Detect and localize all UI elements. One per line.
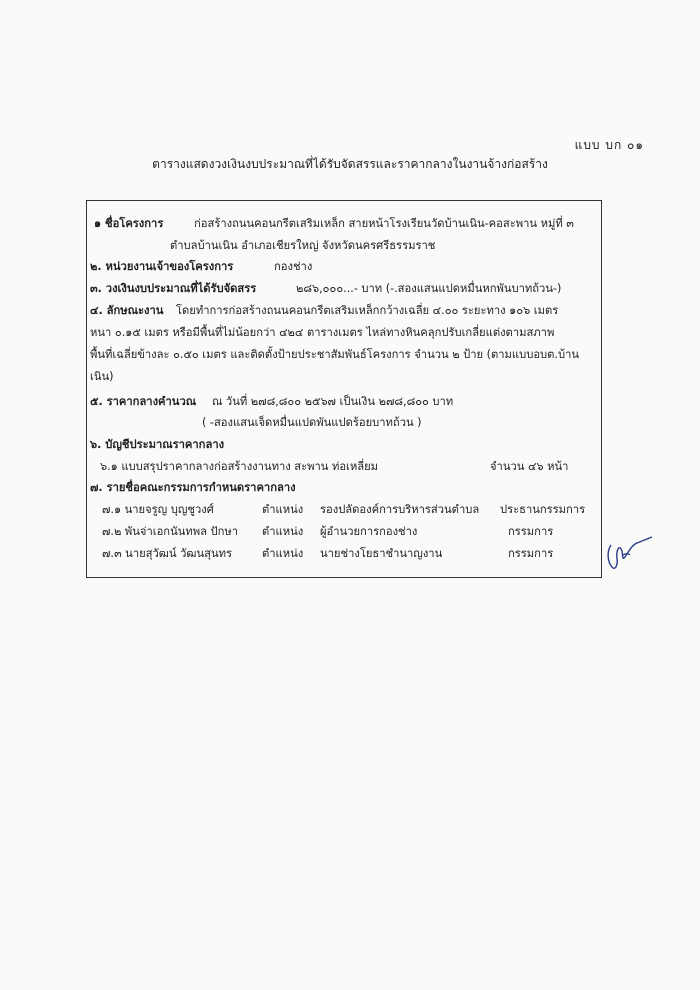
committee-member-role: กรรมการ	[508, 525, 554, 538]
work-type-label: ๔. ลักษณะงาน	[90, 304, 164, 317]
committee-member-position-label: ตำแหน่ง	[262, 503, 304, 516]
work-type-line-4: เนิน)	[90, 370, 114, 383]
committee-member-position: ผู้อำนวยการกองช่าง	[320, 525, 418, 538]
committee-member-name: ๗.๒ พันจ่าเอกนันทพล ปักษา	[102, 525, 239, 538]
committee-member-position: นายช่างโยธาชำนาญงาน	[320, 547, 443, 560]
project-name-label: ๑ ชื่อโครงการ	[94, 217, 164, 230]
owner-value: กองช่าง	[274, 260, 313, 273]
median-price-words: ( -สองแสนเจ็ดหมื่นแปดพันแปดร้อยบาทถ้วน )	[202, 416, 422, 429]
estimate-page-count: จำนวน ๔๖ หน้า	[490, 460, 569, 473]
median-price-value: ณ วันที่ ๒๗๘,๘๐๐ ๒๕๖๗ เป็นเงิน ๒๗๘,๘๐๐ บาท	[212, 395, 454, 408]
committee-member-position-label: ตำแหน่ง	[262, 547, 304, 560]
median-price-label: ๕. ราคากลางคำนวณ	[90, 395, 197, 408]
committee-member-role: ประธานกรรมการ	[500, 503, 586, 516]
committee-label: ๗. รายชื่อคณะกรรมการกำหนดราคากลาง	[90, 481, 296, 494]
work-type-line-1: โดยทำการก่อสร้างถนนคอนกรีตเสริมเหล็กกว้างเฉลี่ย ๔.๐๐ ระยะทาง ๑๐๖ เมตร	[176, 304, 559, 317]
committee-member-position-label: ตำแหน่ง	[262, 525, 304, 538]
summary-box	[86, 200, 602, 578]
work-type-line-2: หนา ๐.๑๕ เมตร หรือมีพื้นที่ไม่น้อยกว่า ๔๒๔ ตารางเมตร ไหล่ทางหินคลุกปรับเกลี่ยแต่งตามสภาพ	[90, 326, 555, 339]
work-type-line-3: พื้นที่เฉลี่ยข้างละ ๐.๕๐ เมตร และติดตั้งป้ายประชาสัมพันธ์โครงการ จำนวน ๒ ป้าย (ตามแบบอบต.บ้าน	[90, 348, 580, 361]
estimate-item: ๖.๑ แบบสรุปราคากลางก่อสร้างงานทาง สะพาน ท่อเหลี่ยม	[100, 460, 379, 473]
committee-member-role: กรรมการ	[508, 547, 554, 560]
project-name-value: ก่อสร้างถนนคอนกรีตเสริมเหล็ก สายหน้าโรงเรียนวัดบ้านเนิน-คอสะพาน หมู่ที่ ๓	[194, 217, 574, 230]
committee-member-position: รองปลัดองค์การบริหารส่วนตำบล	[320, 503, 480, 516]
budget-value: ๒๘๖,๐๐๐...- บาท (-.สองแสนแปดหมื่นหกพันบาทถ้วน-)	[296, 282, 562, 295]
owner-label: ๒. หน่วยงานเจ้าของโครงการ	[90, 260, 234, 273]
committee-member-name: ๗.๓ นายสุวัฒน์ วัฒนสุนทร	[102, 547, 232, 560]
budget-label: ๓. วงเงินงบประมาณที่ได้รับจัดสรร	[90, 282, 257, 295]
committee-member-name: ๗.๑ นายจรูญ บุญชูวงศ์	[102, 503, 214, 516]
document-title: ตารางแสดงวงเงินงบประมาณที่ได้รับจัดสรรและราคากลางในงานจ้างก่อสร้าง	[152, 157, 548, 171]
form-code: แบบ บก ๐๑	[574, 138, 644, 152]
estimate-list-label: ๖. บัญชีประมาณราคากลาง	[90, 438, 225, 451]
project-location: ตำบลบ้านเนิน อำเภอเชียรใหญ่ จังหวัดนครศรีธรรมราช	[170, 239, 436, 252]
handwritten-initials	[605, 515, 655, 575]
